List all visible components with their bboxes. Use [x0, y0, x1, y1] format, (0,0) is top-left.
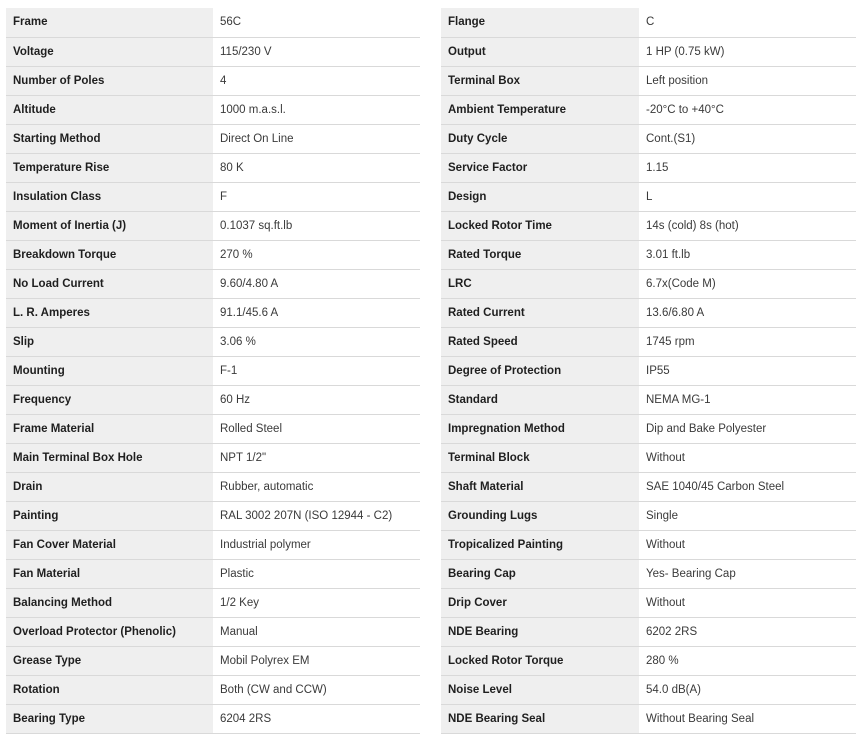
spec-value: 56C [213, 8, 420, 37]
spec-value: NPT 1/2" [213, 443, 420, 472]
spec-row [441, 617, 856, 646]
spec-value: 6.7x(Code M) [639, 269, 856, 298]
spec-label: Design [441, 182, 639, 211]
spec-value: 80 K [213, 153, 420, 182]
spec-value: 280 % [639, 646, 856, 675]
spec-table-right [441, 8, 856, 734]
spec-value: Direct On Line [213, 124, 420, 153]
spec-row [441, 298, 856, 327]
spec-label: Main Terminal Box Hole [6, 443, 213, 472]
spec-label: Bearing Cap [441, 559, 639, 588]
spec-value: Plastic [213, 559, 420, 588]
spec-row [441, 675, 856, 704]
spec-label: Altitude [6, 95, 213, 124]
spec-value: 9.60/4.80 A [213, 269, 420, 298]
spec-value: 3.01 ft.lb [639, 240, 856, 269]
spec-value: Cont.(S1) [639, 124, 856, 153]
spec-row [441, 269, 856, 298]
spec-value: -20°C to +40°C [639, 95, 856, 124]
spec-value: Single [639, 501, 856, 530]
spec-row [441, 66, 856, 95]
spec-label: NDE Bearing Seal [441, 704, 639, 733]
spec-label: Mounting [6, 356, 213, 385]
spec-label: Duty Cycle [441, 124, 639, 153]
spec-row [441, 240, 856, 269]
spec-value: IP55 [639, 356, 856, 385]
spec-row [441, 356, 856, 385]
spec-value: 6202 2RS [639, 617, 856, 646]
spec-value: NEMA MG-1 [639, 385, 856, 414]
spec-label: Fan Material [6, 559, 213, 588]
spec-label: Locked Rotor Torque [441, 646, 639, 675]
spec-row [441, 327, 856, 356]
spec-value: 1/2 Key [213, 588, 420, 617]
spec-label: Number of Poles [6, 66, 213, 95]
spec-label: Overload Protector (Phenolic) [6, 617, 213, 646]
spec-label: Rated Torque [441, 240, 639, 269]
spec-row [441, 95, 856, 124]
spec-row [6, 675, 420, 704]
spec-value: 4 [213, 66, 420, 95]
spec-value: 14s (cold) 8s (hot) [639, 211, 856, 240]
spec-label: Frame Material [6, 414, 213, 443]
spec-row [6, 211, 420, 240]
spec-label: Painting [6, 501, 213, 530]
spec-value: 115/230 V [213, 37, 420, 66]
spec-label: Insulation Class [6, 182, 213, 211]
spec-row [6, 8, 420, 37]
spec-label: Rated Speed [441, 327, 639, 356]
spec-label: Standard [441, 385, 639, 414]
spec-value: 3.06 % [213, 327, 420, 356]
spec-value: SAE 1040/45 Carbon Steel [639, 472, 856, 501]
spec-label: Rotation [6, 675, 213, 704]
spec-row [441, 472, 856, 501]
spec-row [441, 530, 856, 559]
spec-row [6, 356, 420, 385]
spec-row [441, 8, 856, 37]
spec-row [6, 240, 420, 269]
spec-value: Without [639, 443, 856, 472]
spec-row [6, 704, 420, 733]
spec-value: Left position [639, 66, 856, 95]
spec-row [6, 443, 420, 472]
spec-row [6, 37, 420, 66]
spec-label: Moment of Inertia (J) [6, 211, 213, 240]
spec-label: Flange [441, 8, 639, 37]
spec-value: 1745 rpm [639, 327, 856, 356]
spec-value: 60 Hz [213, 385, 420, 414]
spec-value: 13.6/6.80 A [639, 298, 856, 327]
spec-value: Industrial polymer [213, 530, 420, 559]
spec-row [6, 95, 420, 124]
spec-label: Impregnation Method [441, 414, 639, 443]
spec-row [441, 211, 856, 240]
spec-row [441, 588, 856, 617]
spec-value: 1 HP (0.75 kW) [639, 37, 856, 66]
spec-label: Grounding Lugs [441, 501, 639, 530]
spec-label: Degree of Protection [441, 356, 639, 385]
spec-label: Grease Type [6, 646, 213, 675]
spec-value: C [639, 8, 856, 37]
spec-value: Manual [213, 617, 420, 646]
spec-row [441, 559, 856, 588]
spec-value: 1.15 [639, 153, 856, 182]
spec-label: Frequency [6, 385, 213, 414]
spec-value: Both (CW and CCW) [213, 675, 420, 704]
spec-row [441, 501, 856, 530]
spec-label: No Load Current [6, 269, 213, 298]
spec-row [441, 124, 856, 153]
spec-value: 0.1037 sq.ft.lb [213, 211, 420, 240]
spec-value: Mobil Polyrex EM [213, 646, 420, 675]
spec-row [441, 182, 856, 211]
spec-row [6, 646, 420, 675]
spec-row [6, 588, 420, 617]
spec-value: Rubber, automatic [213, 472, 420, 501]
spec-label: Voltage [6, 37, 213, 66]
spec-label: Slip [6, 327, 213, 356]
spec-value: F-1 [213, 356, 420, 385]
spec-value: 270 % [213, 240, 420, 269]
spec-row [6, 66, 420, 95]
spec-label: Terminal Block [441, 443, 639, 472]
spec-value: Without [639, 530, 856, 559]
spec-row [6, 269, 420, 298]
spec-value: Without [639, 588, 856, 617]
spec-label: NDE Bearing [441, 617, 639, 646]
spec-value: Without Bearing Seal [639, 704, 856, 733]
spec-label: Drain [6, 472, 213, 501]
spec-value: F [213, 182, 420, 211]
spec-value: 6204 2RS [213, 704, 420, 733]
spec-row [6, 124, 420, 153]
spec-label: L. R. Amperes [6, 298, 213, 327]
spec-label: Drip Cover [441, 588, 639, 617]
spec-label: Service Factor [441, 153, 639, 182]
spec-row [6, 559, 420, 588]
spec-row [441, 646, 856, 675]
spec-label: Noise Level [441, 675, 639, 704]
spec-label: Rated Current [441, 298, 639, 327]
spec-label: Locked Rotor Time [441, 211, 639, 240]
spec-label: Temperature Rise [6, 153, 213, 182]
spec-value: Yes- Bearing Cap [639, 559, 856, 588]
spec-label: Tropicalized Painting [441, 530, 639, 559]
spec-row [441, 385, 856, 414]
spec-value: 91.1/45.6 A [213, 298, 420, 327]
spec-row [6, 472, 420, 501]
spec-row [6, 182, 420, 211]
spec-row [441, 414, 856, 443]
spec-row [6, 327, 420, 356]
spec-row [6, 153, 420, 182]
spec-row [441, 704, 856, 733]
spec-label: Frame [6, 8, 213, 37]
spec-row [6, 385, 420, 414]
spec-row [6, 530, 420, 559]
spec-row [441, 37, 856, 66]
spec-table-left [6, 8, 420, 734]
spec-value: 54.0 dB(A) [639, 675, 856, 704]
spec-label: LRC [441, 269, 639, 298]
spec-value: Dip and Bake Polyester [639, 414, 856, 443]
spec-label: Balancing Method [6, 588, 213, 617]
spec-row [6, 501, 420, 530]
spec-label: Bearing Type [6, 704, 213, 733]
spec-value: Rolled Steel [213, 414, 420, 443]
spec-label: Shaft Material [441, 472, 639, 501]
spec-value: RAL 3002 207N (ISO 12944 - C2) [213, 501, 420, 530]
spec-label: Ambient Temperature [441, 95, 639, 124]
spec-label: Output [441, 37, 639, 66]
spec-label: Starting Method [6, 124, 213, 153]
spec-value: 1000 m.a.s.l. [213, 95, 420, 124]
spec-label: Terminal Box [441, 66, 639, 95]
spec-row [441, 153, 856, 182]
spec-row [6, 298, 420, 327]
spec-row [6, 617, 420, 646]
spec-row [441, 443, 856, 472]
spec-value: L [639, 182, 856, 211]
spec-label: Fan Cover Material [6, 530, 213, 559]
spec-label: Breakdown Torque [6, 240, 213, 269]
spec-row [6, 414, 420, 443]
